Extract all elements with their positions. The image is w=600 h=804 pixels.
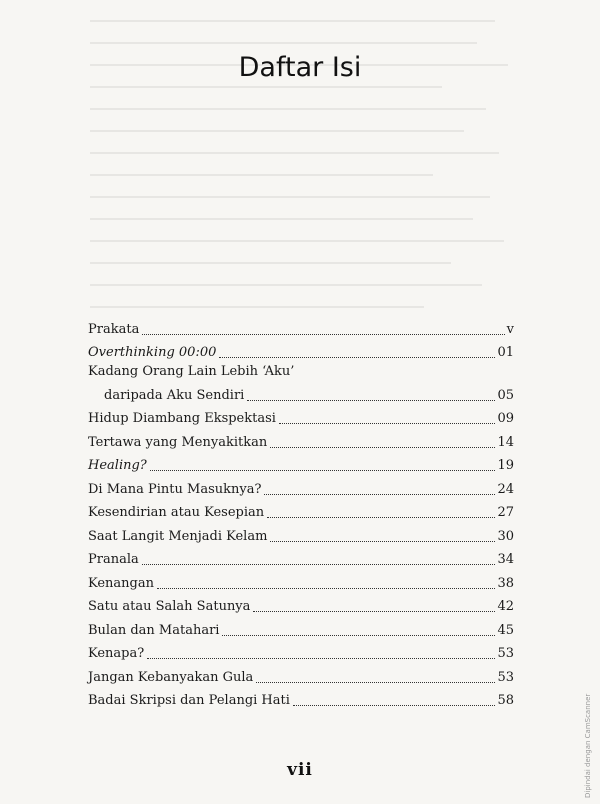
dot-leader [293, 705, 496, 706]
toc-entry-title: Kenangan [88, 575, 154, 591]
show-through-text [90, 0, 530, 320]
page-folio: vii [287, 760, 313, 780]
toc-page-number: 53 [497, 669, 514, 685]
toc-entry-pranala[interactable] [88, 545, 514, 569]
dot-leader [267, 517, 495, 518]
dot-leader [219, 357, 495, 358]
toc-page-number: 27 [497, 505, 514, 520]
toc-entry-title: Overthinking 00:00 [88, 345, 217, 360]
toc-page-number: 34 [497, 552, 514, 567]
toc-page-number: 30 [497, 528, 514, 544]
toc-entry-title: Kadang Orang Lain Lebih ‘Aku’ [88, 364, 295, 379]
dot-leader [247, 400, 495, 401]
toc-entry-gula[interactable] [88, 662, 514, 686]
toc-entry-title: daripada Aku Sendiri [104, 387, 245, 403]
toc-entry-title: Tertawa yang Menyakitkan [88, 434, 268, 450]
toc-entry-satu[interactable] [88, 592, 514, 616]
toc-page-number: 53 [497, 646, 514, 661]
toc-entry-kadang-line-2[interactable] [88, 380, 514, 404]
toc-entry-overthinking[interactable] [88, 338, 514, 362]
toc-entry-title: Kenapa? [88, 646, 145, 661]
dot-leader [147, 658, 495, 659]
toc-entry-kenangan[interactable] [88, 568, 514, 592]
toc-entry-kadang-line-1[interactable] [88, 361, 514, 380]
scanner-watermark [582, 660, 594, 800]
toc-page-number: 05 [497, 387, 514, 403]
dot-leader [279, 423, 496, 424]
toc-page-number: 19 [497, 458, 514, 473]
toc-entry-title: Pranala [88, 552, 139, 567]
toc-entry-kenapa[interactable] [88, 639, 514, 663]
toc-entry-healing[interactable] [88, 451, 514, 475]
watermark-text: Dipindai dengan CamScanner [584, 693, 592, 798]
toc-entry-title: Prakata [88, 321, 140, 337]
toc-page-number: 58 [497, 693, 514, 708]
toc-entry-bulan[interactable] [88, 615, 514, 639]
toc-page-number: 45 [497, 622, 514, 638]
toc-page-number: 38 [497, 575, 514, 591]
toc-entry-hidup[interactable] [88, 404, 514, 428]
table-of-contents [88, 314, 514, 709]
toc-entry-title: Kesendirian atau Kesepian [88, 505, 265, 520]
page-title: Daftar Isi [238, 52, 362, 83]
dot-leader [270, 447, 495, 448]
dot-leader [142, 334, 504, 335]
dot-leader [253, 611, 495, 612]
dot-leader [256, 682, 495, 683]
toc-entry-prakata[interactable] [88, 314, 514, 338]
toc-entry-title: Hidup Diambang Ekspektasi [88, 411, 276, 426]
toc-page-number: 42 [497, 599, 514, 614]
toc-entry-badai[interactable] [88, 686, 514, 710]
toc-entry-title: Badai Skripsi dan Pelangi Hati [88, 693, 290, 708]
dot-leader [150, 470, 496, 471]
dot-leader [264, 494, 495, 495]
toc-page-number: 24 [497, 481, 514, 497]
dot-leader [157, 588, 495, 589]
toc-page-number: v [506, 321, 514, 337]
toc-entry-langit[interactable] [88, 521, 514, 545]
toc-entry-title: Di Mana Pintu Masuknya? [88, 481, 262, 497]
dot-leader [270, 541, 495, 542]
toc-entry-tertawa[interactable] [88, 427, 514, 451]
toc-entry-title: Satu atau Salah Satunya [88, 599, 251, 614]
toc-page-number: 09 [497, 411, 514, 426]
toc-entry-pintu[interactable] [88, 474, 514, 498]
toc-page-number: 14 [497, 434, 514, 450]
dot-leader [142, 564, 496, 565]
toc-entry-title: Bulan dan Matahari [88, 622, 220, 638]
toc-entry-kesendirian[interactable] [88, 498, 514, 522]
toc-entry-title: Healing? [88, 458, 147, 473]
dot-leader [222, 635, 495, 636]
toc-entry-title: Saat Langit Menjadi Kelam [88, 528, 268, 544]
toc-page-number: 01 [497, 345, 514, 360]
toc-entry-title: Jangan Kebanyakan Gula [88, 669, 254, 685]
